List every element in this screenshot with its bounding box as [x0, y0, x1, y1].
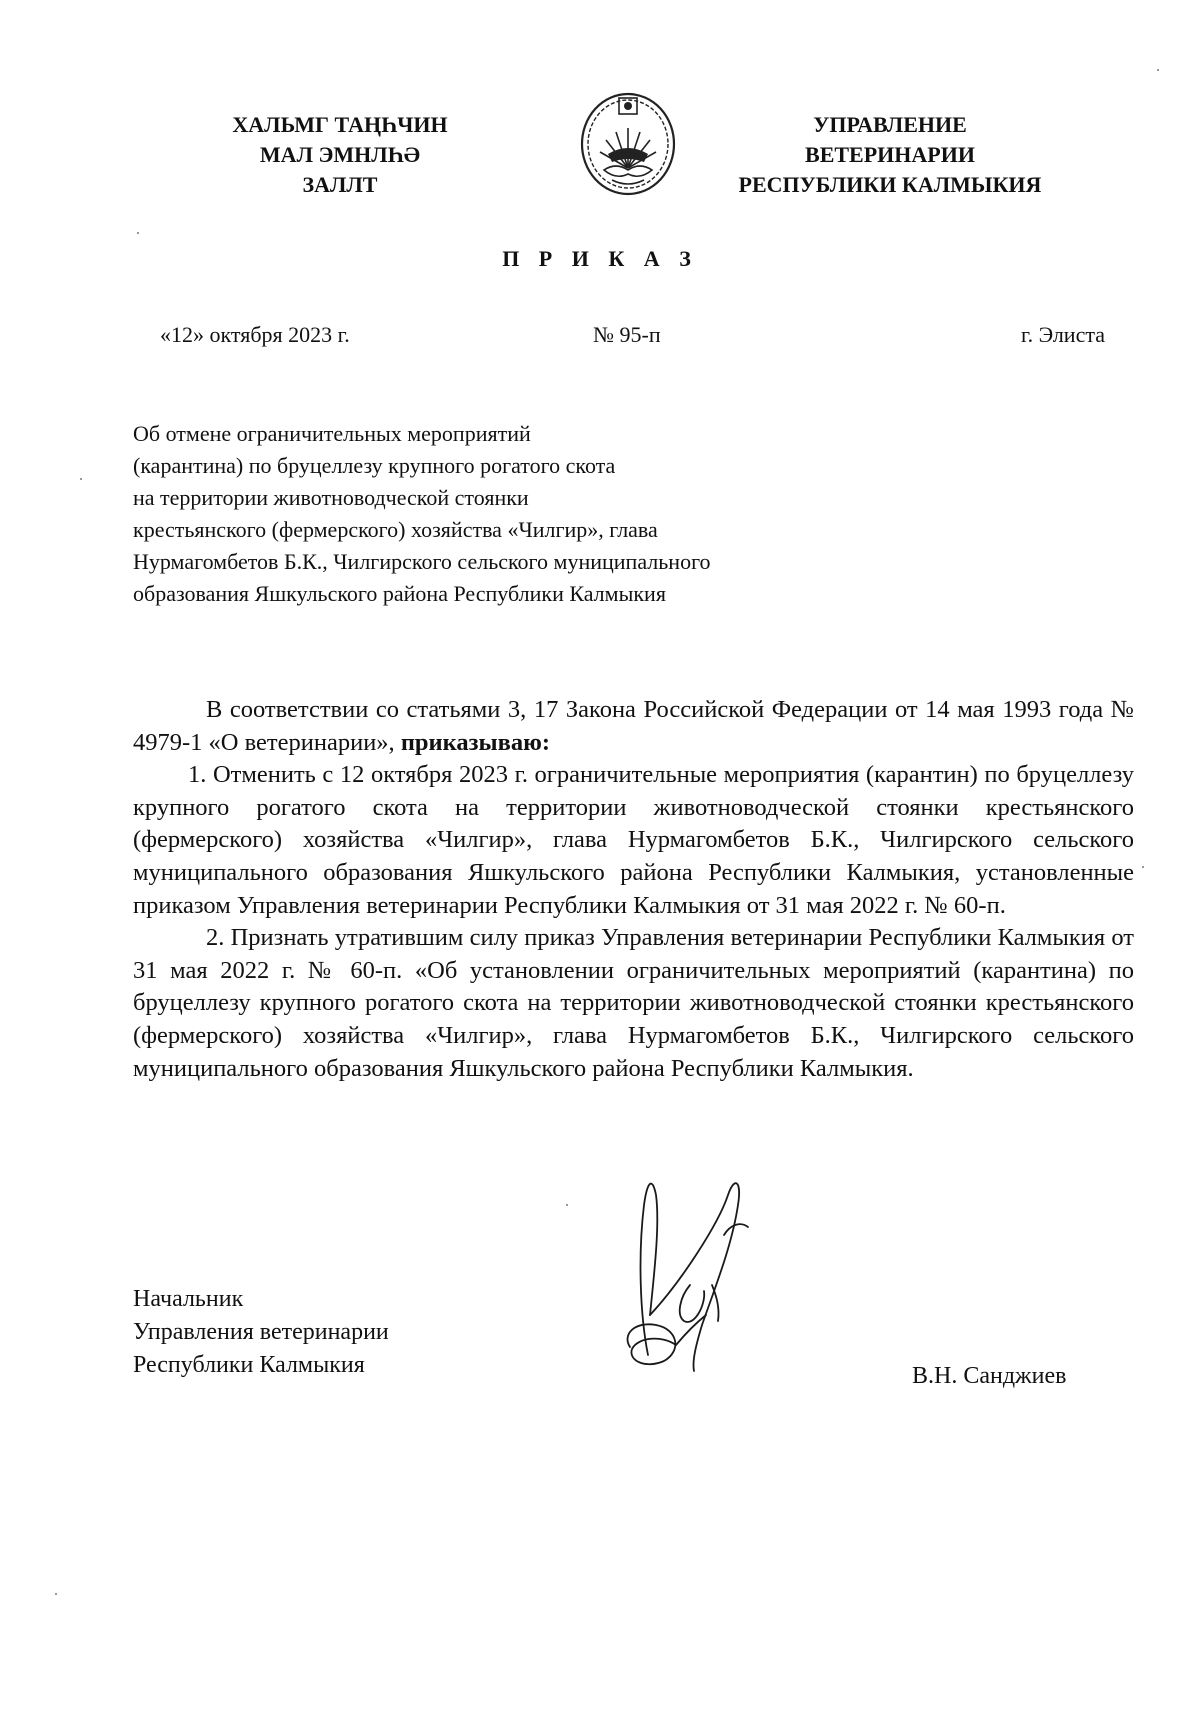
- subject-line: образования Яшкульского района Республики Калмыкия: [133, 581, 666, 606]
- order-subject: [133, 418, 893, 610]
- subject-line: на территории животноводческой стоянки: [133, 485, 529, 510]
- kalmykia-coat-of-arms-icon: [578, 90, 678, 200]
- scan-speck: [137, 232, 139, 234]
- document-title: П Р И К А З: [502, 246, 698, 271]
- subject-line: (карантина) по бруцеллезу крупного рогатого скота: [133, 453, 616, 478]
- position-line: Управления ветеринарии: [133, 1319, 389, 1345]
- scan-speck: [55, 1593, 57, 1595]
- body-intro: [133, 694, 1134, 759]
- position-line: Республики Калмыкия: [133, 1352, 365, 1378]
- scan-speck: [1157, 69, 1159, 71]
- header-right-line: УПРАВЛЕНИЕ: [813, 112, 967, 137]
- header-left-line: ХАЛЬМГ ТАҢҺЧИН: [232, 112, 448, 137]
- order-body: [133, 694, 1134, 1085]
- intro-bold-text: приказываю:: [400, 728, 551, 756]
- header-right-line: ВЕТЕРИНАРИИ: [805, 142, 975, 167]
- header-left-line: ЗАЛЛТ: [302, 172, 378, 197]
- header-left-line: МАЛ ЭМНЛҺӘ: [259, 142, 421, 167]
- subject-line: Нурмагомбетов Б.К., Чилгирского сельского муниципального: [133, 549, 711, 574]
- order-place: г. Элиста: [1021, 322, 1105, 347]
- order-date: «12» октября 2023 г.: [160, 322, 350, 347]
- header-right-line: РЕСПУБЛИКИ КАЛМЫКИЯ: [738, 172, 1042, 197]
- body-item-1: 1. Отменить с 12 октября 2023 г. ограничительные мероприятия (карантин) по бруцеллезу крупного рогатого скота на территории животноводческой стоянки крестьянского (фермерского) хозяйства «Чилгир», глава Нурмагомбетов Б.К., Чилгирского сельского муниципального образования Яшкульского района Республики Калмыкия, установленные приказом Управления ветеринарии Республики Калмыкия от 31 мая 2022 г. № 60-п.: [133, 761, 1134, 919]
- subject-line: крестьянского (фермерского) хозяйства «Чилгир», глава: [133, 517, 658, 542]
- order-number: № 95-п: [593, 322, 661, 347]
- scan-speck: [80, 478, 82, 480]
- body-item-2: 2. Признать утратившим силу приказ Управления ветеринарии Республики Калмыкия от 31 мая 2022 г. № 60-п. «Об установлении ограничительных мероприятий (карантина) по бруцеллезу крупного рогатого скота на территории животноводческой стоянки крестьянского (фермерского) хозяйства «Чилгир», глава Нурмагомбетов Б.К., Чилгирского сельского муниципального образования Яшкульского района Республики Калмыкия.: [133, 924, 1134, 1082]
- scan-speck: [1142, 866, 1144, 868]
- header-left-org: [205, 110, 475, 200]
- scan-speck: [566, 1204, 568, 1206]
- header-right-org: [735, 110, 1045, 200]
- subject-line: Об отмене ограничительных мероприятий: [133, 421, 531, 446]
- intro-text: В соответствии со статьями 3, 17 Закона Российской Федерации от 14 мая 1993 года № 4979-1 «О ветеринарии»,: [133, 696, 1134, 756]
- handwritten-signature: [620, 1165, 760, 1375]
- signatory-name: В.Н. Санджиев: [912, 1363, 1067, 1389]
- signatory-position: [133, 1283, 389, 1382]
- position-line: Начальник: [133, 1286, 244, 1312]
